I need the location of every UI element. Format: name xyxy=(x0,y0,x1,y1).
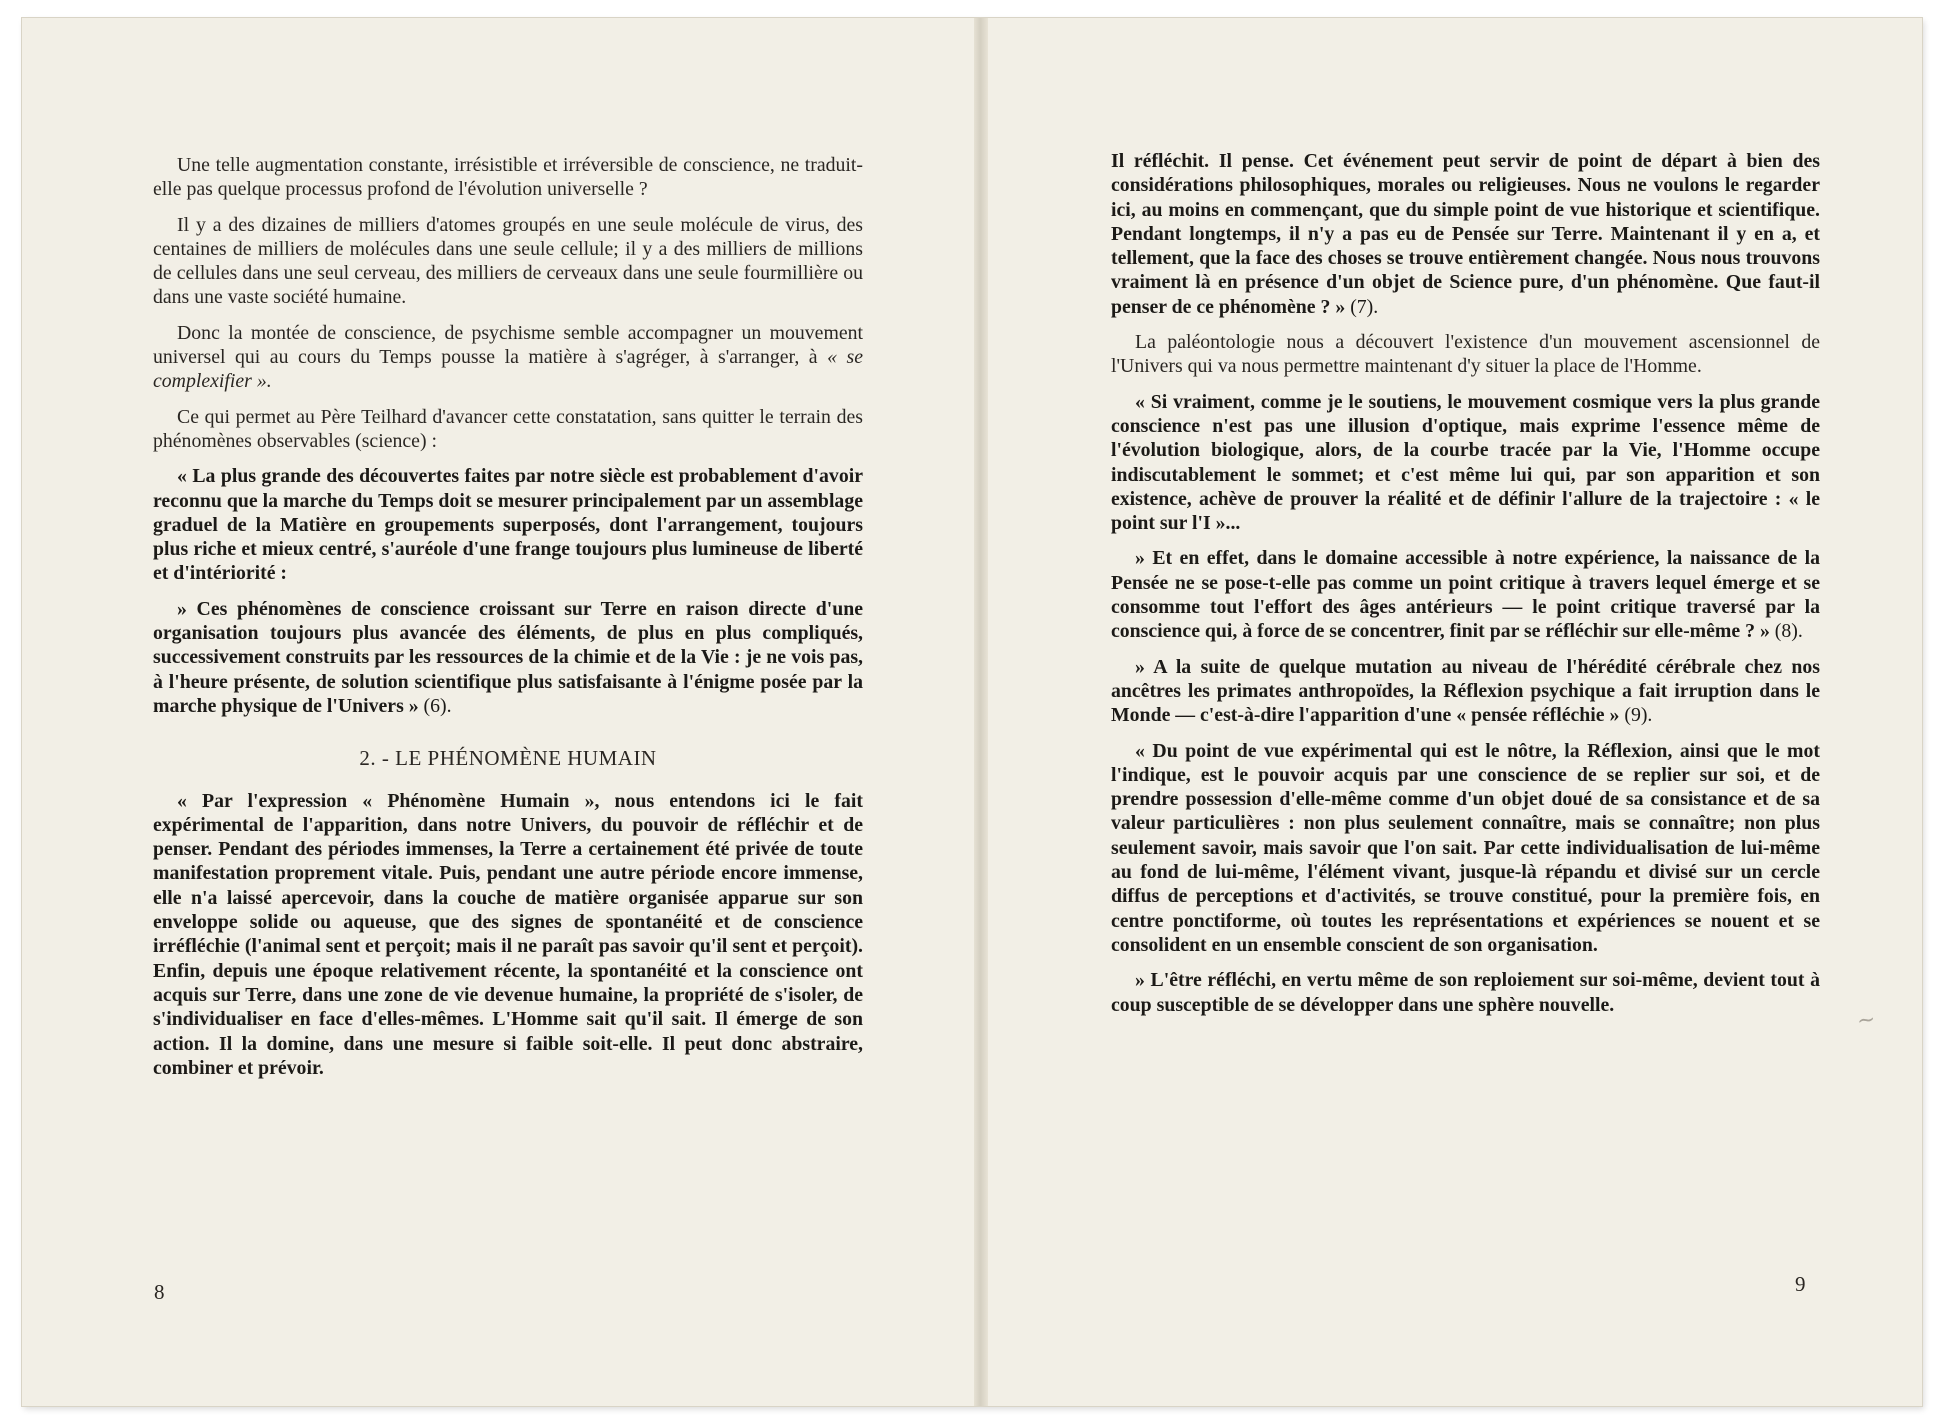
note-reference: (9). xyxy=(1619,704,1653,727)
quote-paragraph: « Du point de vue expérimental qui est le nôtre, la Réflexion, ainsi que le mot l'indique, est le pouvoir acquis par une conscience de se replier sur soi, et de prendre possession d'elle-même comme d'un objet doué de sa consistance et de sa valeur particulières : non plus seulement connaître, mais se connaître; non plus seulement savoir, mais savoir que l'on sait. Par cette individualisation de lui-même au fond de lui-même, l'élément vivant, jusque-là répandu et divisé sur un cercle diffus de perceptions et d'activités, se trouve constitué, pour la première fois, en centre ponctiforme, où toutes les représentations et expériences se nouent et se consolident en un ensemble conscient de son organisation. xyxy=(1111,739,1820,956)
quote-text: » Et en effet, dans le domaine accessible à notre expérience, la naissance de la Pensée ne se pose-t-elle pas comme un point critique à travers lequel émerge et se consomme tout l'effort des âges antérieurs — le point critique traversé par la conscience qui, à force de se concentrer, finit par se réfléchir sur elle-même ? » xyxy=(1111,547,1820,643)
section-heading: 2. - LE PHÉNOMÈNE HUMAIN xyxy=(359,746,657,771)
paragraph: Une telle augmentation constante, irrésistible et irréversible de conscience, ne traduit-elle pas quelque processus profond de l'évolution universelle ? xyxy=(153,154,863,201)
left-page xyxy=(22,18,974,1406)
right-page xyxy=(988,18,1922,1406)
quote-paragraph xyxy=(153,597,863,718)
quote-paragraph xyxy=(1111,149,1820,319)
note-reference: (6). xyxy=(418,694,452,717)
quote-paragraph: » L'être réfléchi, en vertu même de son reploiement sur soi-même, devient tout à coup susceptible de se développer dans une sphère nouvelle. xyxy=(1111,969,1820,1016)
quote-paragraph: « La plus grande des découvertes faites par notre siècle est probablement d'avoir reconnu que la marche du Temps doit se mesurer principalement par un assemblage graduel de la Matière en groupements superposés, dont l'arrangement, toujours plus riche et mieux centré, s'auréole d'une frange toujours plus lumineuse de liberté et d'intériorité : xyxy=(153,465,863,585)
quote-paragraph xyxy=(1111,655,1820,728)
quote-text: Il réfléchit. Il pense. Cet événement peut servir de point de départ à bien des considérations philosophiques, morales ou religieuses. Nous ne voulons le regarder ici, au moins en commençant, que du simple point de vue historique et scientifique. Pendant longtemps, il n'y a pas eu de Pensée sur Terre. Maintenant il y en a, et tellement, que la face des choses se trouve entièrement changée. Nous nous trouvons vraiment là en présence d'un objet de Science pure, d'un phénomène. Que faut-il penser de ce phénomène ? » xyxy=(1111,150,1820,318)
paragraph: Ce qui permet au Père Teilhard d'avancer cette constatation, sans quitter le terrain des phénomènes observables (science) : xyxy=(153,405,863,452)
book-spread xyxy=(22,18,1922,1406)
italic-term: « se complexifier ». xyxy=(153,346,863,393)
quote-paragraph: « Si vraiment, comme je le soutiens, le mouvement cosmique vers la plus grande conscience n'est pas une illusion d'optique, mais exprime l'essence même de l'évolution biologique, alors, de la courbe tracée par la Vie, l'Homme occupe indiscutablement le sommet; et c'est même lui qui, par son apparition et son existence, achève de prouver la réalité et de définir l'allure de la trajectoire : « le point sur l'I »... xyxy=(1111,390,1820,535)
paragraph xyxy=(153,321,863,394)
left-text-column xyxy=(153,153,863,1091)
book-gutter xyxy=(974,18,988,1406)
page-number: 9 xyxy=(1795,1272,1806,1296)
note-reference: (8). xyxy=(1769,620,1803,643)
margin-pencil-mark: ~ xyxy=(1855,1006,1878,1035)
note-reference: (7). xyxy=(1345,295,1379,318)
quote-paragraph: « Par l'expression « Phénomène Humain », nous entendons ici le fait expérimental de l'apparition, dans notre Univers, du pouvoir de réfléchir et de penser. Pendant des périodes immenses, la Terre a certainement été privée de toute manifestation proprement vitale. Puis, pendant une autre période encore immense, elle n'a laissé apercevoir, dans la couche de matière organisée apparue sur son enveloppe solide ou aqueuse, que des signes de spontanéité et de conscience irréfléchie (l'animal sent et perçoit; mais il ne paraît pas savoir qu'il sent et perçoit). Enfin, depuis une époque relativement récente, la spontanéité et la conscience ont acquis sur Terre, dans une zone de vie devenue humaine, la propriété de s'isoler, de s'individualiser en face d'elles-mêmes. L'Homme sait qu'il sait. Il émerge de son action. Il la domine, dans une mesure si faible soit-elle. Il peut donc abstraire, combiner et prévoir. xyxy=(153,789,863,1079)
paragraph: La paléontologie nous a découvert l'existence d'un mouvement ascensionnel de l'Univers qui va nous permettre maintenant d'y situer la place de l'Homme. xyxy=(1111,331,1820,378)
page-number: 8 xyxy=(154,1280,165,1304)
quote-text: » A la suite de quelque mutation au niveau de l'hérédité cérébrale chez nos ancêtres les primates anthropoïdes, la Réflexion psychique a fait irruption dans le Monde — c'est-à-dire l'apparition d'une « pensée réfléchie » xyxy=(1111,655,1820,727)
quote-text: » Ces phénomènes de conscience croissant sur Terre en raison directe d'une organisation toujours plus avancée des éléments, de plus en plus compliqués, successivement construits par les ressources de la chimie et de la Vie : je ne vois pas, à l'heure présente, de solution scientifique plus satisfaisante à l'énigme posée par la marche physique de l'Univers » xyxy=(153,597,863,717)
paragraph: Il y a des dizaines de milliers d'atomes groupés en une seule molécule de virus, des centaines de milliers de molécules dans une seule cellule; il y a des milliers de millions de cellules dans une seul cerveau, des milliers de cerveaux dans une seule fourmillière ou dans une vaste société humaine. xyxy=(153,213,863,309)
right-text-column xyxy=(1111,149,1820,1028)
paragraph-text: Donc la montée de conscience, de psychisme semble accompagner un mouvement universel qui au cours du Temps pousse la matière à s'agréger, à s'arranger, à xyxy=(153,321,863,369)
quote-paragraph xyxy=(1111,546,1820,643)
